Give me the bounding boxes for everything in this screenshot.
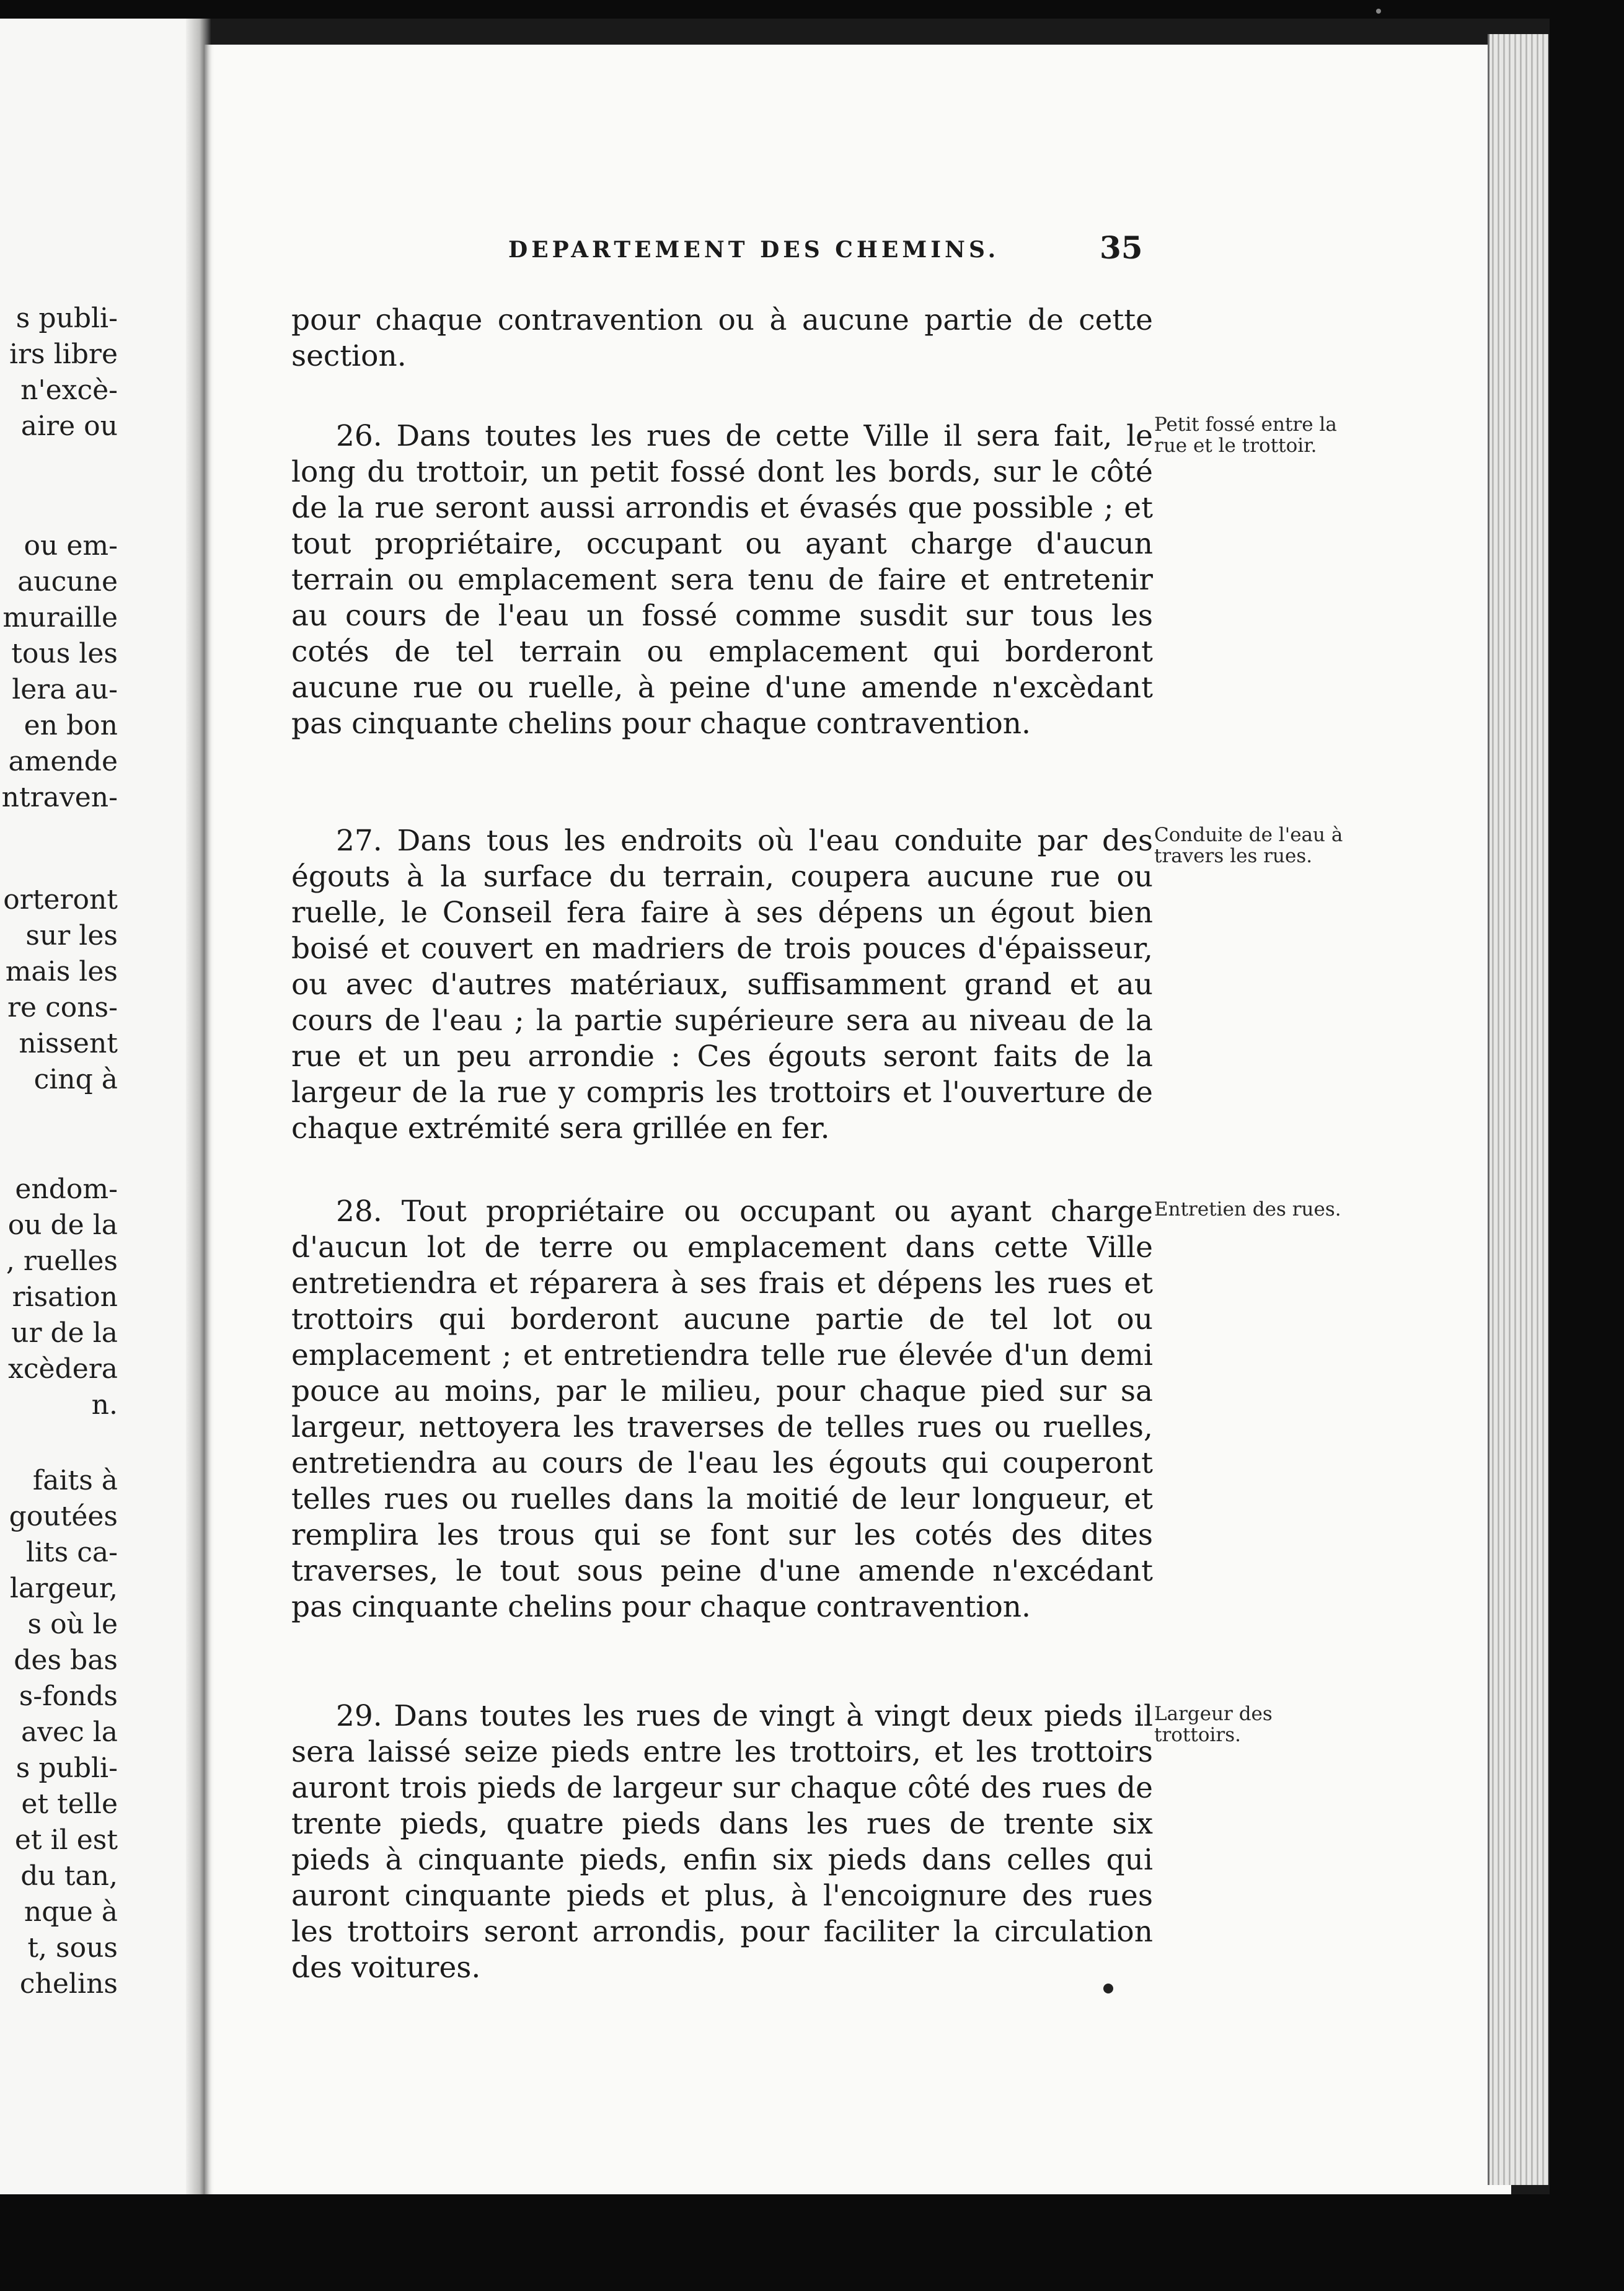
ink-dot [1103,1984,1113,1993]
facing-page-fragment: n. [91,1389,118,1421]
facing-page-fragment: nissent [19,1028,118,1059]
facing-page-fragment: lera au- [12,674,118,705]
facing-page-fragment: des bas [14,1644,118,1676]
facing-page-fragment: t, sous [27,1932,118,1964]
facing-page-fragment: avec la [20,1716,118,1748]
facing-page-fragment: ou de la [7,1209,118,1241]
article-29 [291,1698,1153,1986]
paragraph-text: 27. Dans tous les endroits où l'eau conduite par des égouts à la surface du terrain, coupera aucune rue ou ruelle, le Conseil fera faire à ses dépens un égout bien boisé et couvert en madriers de trois pouces d'épaisseur, ou avec d'autres matériaux, suffisamment grand et au cours de l'eau ; la partie supérieure sera au niveau de la rue et un peu arrondie : Ces égouts seront faits de la largeur de la rue y compris les trottoirs et l'ouverture de chaque extrémité sera grillée en fer. [291,824,1153,1146]
facing-page-fragment: risation [12,1281,118,1313]
page-number: 35 [1100,229,1143,266]
paragraph-text: pour chaque contravention ou à aucune partie de cette section. [291,303,1153,373]
scan-border-right [1550,0,1624,2291]
article-28 [291,1194,1153,1625]
facing-page-fragment: faits à [32,1465,118,1496]
facing-page-fragment: muraille [2,602,118,633]
margin-note-26: Petit fossé entre la rue et le trottoir. [1154,413,1337,457]
facing-page-fragment: et telle [21,1788,118,1820]
facing-page-fragment: xcèdera [8,1353,118,1385]
facing-page-fragment: en bon [24,710,118,741]
facing-page-fragment: s-fonds [19,1680,118,1712]
facing-page-fragment: , ruelles [6,1245,118,1277]
margin-note-29: Largeur des trottoirs. [1154,1703,1273,1746]
facing-page-fragment: n'excè- [20,374,118,406]
paragraph-text: 29. Dans toutes les rues de vingt à vingt deux pieds il sera laissé seize pieds entre les trottoirs, et les trottoirs auront trois pieds de largeur sur chaque côté des rues de trente pieds, quatre pieds dans les rues de trente six pieds à cinquante pieds, enfin six pieds dans celles qui auront cinquante pieds et plus, à l'encoignure des rues les trottoirs seront arrondis, pour faciliter la circulation des voitures. [291,1699,1153,1985]
facing-page-fragment: amende [8,746,118,777]
paragraph-text: 28. Tout propriétaire ou occupant ou ayant charge d'aucun lot de terre ou emplacement dans cette Ville entretiendra et réparera à ses frais et dépens les rues et trottoirs qui borderont aucune partie de tel lot ou emplacement ; et entretiendra telle rue élevée d'un demi pouce au moins, par le milieu, pour chaque pied sur sa largeur, nettoyera les traverses de telles rues ou ruelles, entretiendra au cours de l'eau les égouts qui couperont telles rues ou ruelles dans la moitié de leur longueur, et remplira les trous qui se font sur les cotés des dites traverses, le tout sous peine d'une amende n'excédant pas cinquante chelins pour chaque contravention. [291,1194,1153,1624]
scan-border-bottom [0,2194,1624,2291]
facing-page-fragment: re cons- [7,992,118,1023]
facing-page-fragment: s publi- [15,1752,118,1784]
facing-page-fragment: tous les [11,638,118,669]
margin-note-27: Conduite de l'eau à travers les rues. [1154,824,1343,867]
facing-page-fragment: sur les [25,920,118,951]
facing-page-fragment: ou em- [24,530,118,562]
facing-page-fragment: lits ca- [25,1537,118,1568]
facing-page-fragment: mais les [5,956,118,987]
facing-page-fragment: aire ou [20,410,118,442]
facing-page-fragment: nque à [24,1896,118,1928]
facing-page-fragment: du tan, [20,1860,118,1892]
article-26 [291,418,1153,742]
facing-page-fragment: s où le [27,1609,118,1640]
facing-page-fragment: s publi- [15,302,118,334]
section-continuation [291,302,1153,374]
paragraph-text: 26. Dans toutes les rues de cette Ville il sera fait, le long du trottoir, un petit fossé dont les bords, sur le côté de la rue seront aussi arrondis et évasés que possible ; et tout propriétaire, occupant ou ayant charge d'aucun terrain ou emplacement sera tenu de faire et entretenir au cours de l'eau un fossé comme susdit sur tous les cotés de tel terrain ou emplacement qui borderont aucune rue ou ruelle, à peine d'une amende n'excèdant pas cinquante chelins pour chaque contravention. [291,419,1153,741]
facing-page-fragment: largeur, [9,1573,118,1604]
facing-page-fragment: irs libre [9,338,118,370]
article-27 [291,823,1153,1147]
facing-page-fragment: cinq à [33,1064,118,1095]
facing-page-fragment: ur de la [11,1317,118,1349]
running-header: DEPARTEMENT DES CHEMINS. [508,237,1000,263]
dust-speck [1376,9,1381,14]
margin-note-28: Entretien des rues. [1154,1198,1341,1221]
facing-page-left [0,19,205,2194]
facing-page-fragment: aucune [17,566,118,598]
page-edges [1488,34,1548,2185]
facing-page-fragment: goutées [9,1501,118,1532]
facing-page-fragment: ntraven- [1,782,118,813]
facing-page-fragment: et il est [14,1824,118,1856]
facing-page-fragment: endom- [15,1173,118,1205]
facing-page-fragment: chelins [19,1968,118,2000]
facing-page-fragment: orteront [3,884,118,916]
